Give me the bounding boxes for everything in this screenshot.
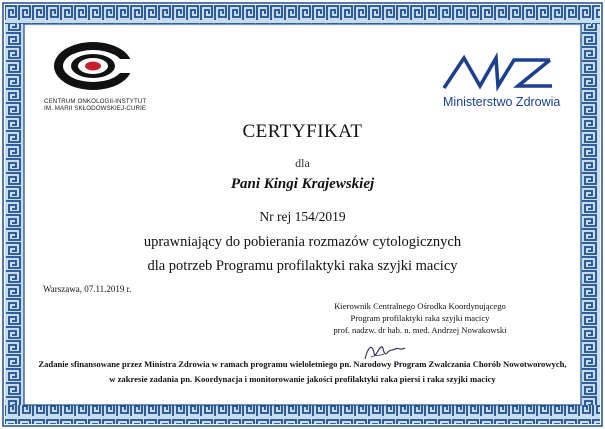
coi-name-line2: IM. MARII SKŁODOWSKIEJ-CURIE bbox=[44, 105, 147, 112]
signatory-name: prof. nadzw. dr hab. n. med. Andrzej Nowakowski bbox=[333, 325, 507, 335]
recipient-name: Pani Kingi Krajewskiej bbox=[230, 176, 375, 192]
signatory-block bbox=[330, 300, 510, 336]
purpose-line-1: uprawniający do pobierania rozmazów cytologicznych bbox=[143, 234, 462, 250]
coi-name bbox=[44, 98, 194, 112]
mz-logo-icon bbox=[442, 52, 560, 92]
funding-line-1: Zadanie sfinansowane przez Ministra Zdrowia w ramach programu wieloletniego pn. Narodowy Program Zwalczania Chorób Nowotworowych, bbox=[38, 359, 567, 369]
coi-name-line1: CENTRUM ONKOLOGII-INSTYTUT bbox=[44, 98, 147, 105]
registration-number: Nr rej 154/2019 bbox=[259, 209, 346, 224]
funding-line-2: w zakresie zadania pn. Koordynacja i monitorowanie jakości profilaktyki raka piersi i raka szyjki macicy bbox=[109, 374, 496, 384]
coi-logo-icon bbox=[53, 41, 133, 91]
place-date: Warszawa, 07.11.2019 r. bbox=[43, 284, 132, 294]
mz-name: Ministerstwo Zdrowia bbox=[443, 95, 561, 109]
purpose-line-2: dla potrzeb Programu profilaktyki raka szyjki macicy bbox=[147, 258, 458, 274]
certificate-title: CERTYFIKAT bbox=[242, 121, 363, 142]
for-label: dla bbox=[295, 156, 310, 170]
signatory-title: Kierownik Centralnego Ośrodka Koordynującego bbox=[334, 301, 506, 311]
signatory-program: Program profilaktyki raka szyjki macicy bbox=[350, 313, 490, 323]
